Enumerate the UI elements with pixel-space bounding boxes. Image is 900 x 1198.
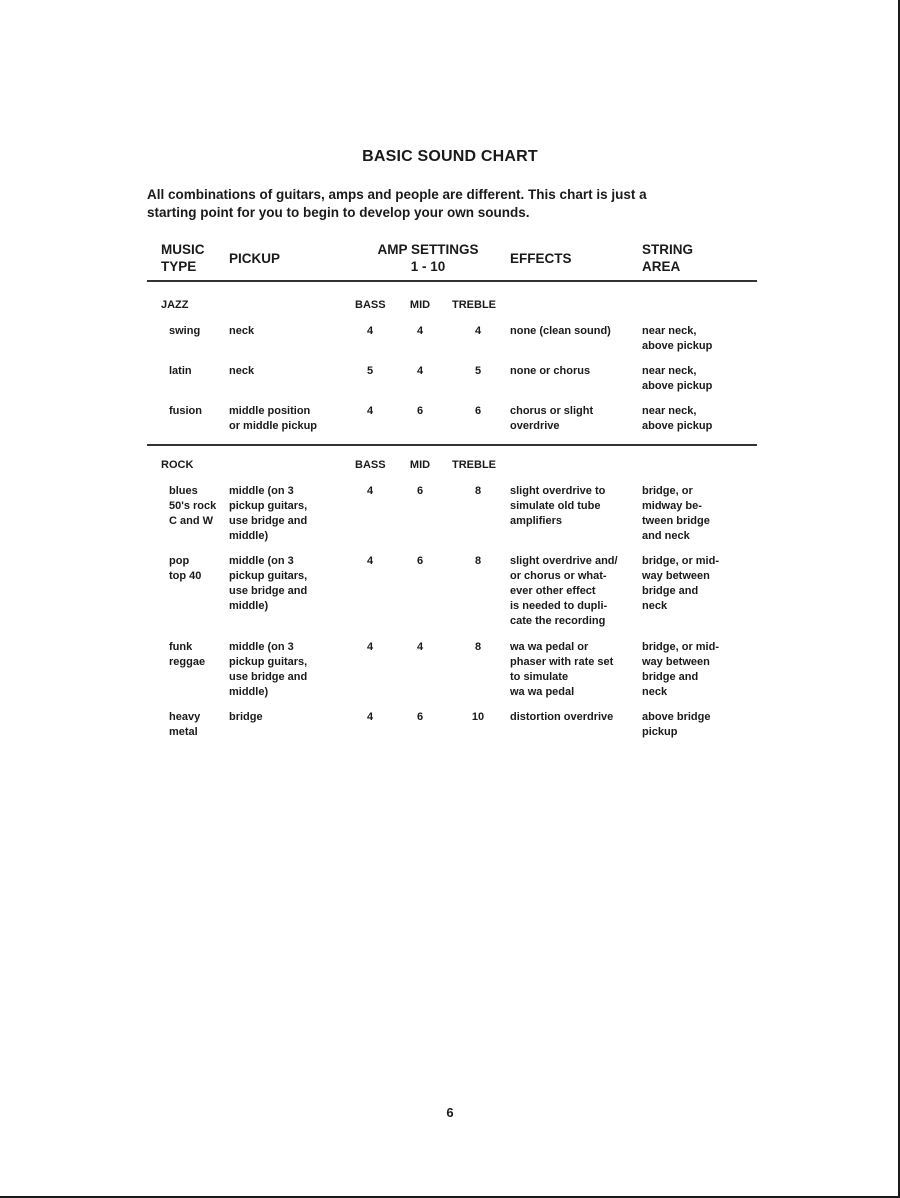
music-type-cell-line: 50's rock: [169, 500, 217, 512]
pickup-cell: [229, 364, 254, 379]
music-type-cell: [169, 404, 202, 419]
string-area-cell-line: bridge and: [642, 585, 699, 597]
pickup-cell-line: neck: [229, 325, 255, 337]
effects-cell-line: slight overdrive and/: [510, 555, 618, 567]
pickup-cell: [229, 554, 307, 614]
header-effects: EFFECTS: [510, 251, 572, 266]
pickup-cell: [229, 324, 254, 339]
effects-cell-line: or chorus or what-: [510, 570, 607, 582]
pickup-cell-line: use bridge and: [229, 585, 308, 597]
intro-line: starting point for you to begin to develop your own sounds.: [147, 205, 530, 220]
effects-cell: [510, 640, 613, 700]
subheader-bass: BASS: [355, 459, 386, 471]
pickup-cell: [229, 640, 307, 700]
music-type-cell-line: metal: [169, 726, 198, 738]
string-area-cell: [642, 554, 719, 614]
string-area-cell-line: and neck: [642, 530, 690, 542]
music-type-cell-line: funk: [169, 641, 193, 653]
string-area-cell-line: way between: [642, 570, 710, 582]
pickup-cell-line: middle (on 3: [229, 485, 294, 497]
string-area-cell-line: near neck,: [642, 325, 697, 337]
effects-cell-line: to simulate: [510, 671, 569, 683]
subheader-treble: TREBLE: [452, 299, 496, 311]
effects-cell-line: chorus or slight: [510, 405, 594, 417]
intro-line: All combinations of guitars, amps and people are different. This chart is just a: [147, 187, 647, 202]
effects-cell-line: simulate old tube: [510, 500, 601, 512]
pickup-cell-line: middle): [229, 600, 269, 612]
string-area-cell-line: neck: [642, 600, 668, 612]
string-area-cell: [642, 324, 712, 354]
treble-value: 8: [474, 485, 482, 497]
string-area-cell-line: bridge, or: [642, 485, 693, 497]
pickup-cell-line: neck: [229, 365, 255, 377]
string-area-cell-line: bridge, or mid-: [642, 555, 719, 567]
string-area-cell-line: pickup: [642, 726, 678, 738]
subheader-mid: MID: [409, 459, 431, 471]
music-type-cell: [169, 554, 201, 584]
music-type-cell-line: heavy: [169, 711, 201, 723]
mid-value: 6: [416, 555, 424, 567]
page-title: BASIC SOUND CHART: [362, 148, 538, 165]
effects-cell-line: none or chorus: [510, 365, 591, 377]
string-area-cell: [642, 364, 712, 394]
music-type-cell-line: fusion: [169, 405, 202, 417]
effects-cell-line: none (clean sound): [510, 325, 611, 337]
effects-cell-line: cate the recording: [510, 615, 606, 627]
pickup-cell-line: middle (on 3: [229, 641, 294, 653]
effects-cell: [510, 484, 605, 529]
string-area-cell-line: near neck,: [642, 405, 697, 417]
string-area-cell-line: bridge and: [642, 671, 699, 683]
pickup-cell: [229, 484, 307, 544]
mid-value: 4: [416, 325, 424, 337]
subheader-mid: MID: [409, 299, 431, 311]
bass-value: 4: [366, 555, 374, 567]
string-area-cell-line: bridge, or mid-: [642, 641, 719, 653]
effects-cell-line: overdrive: [510, 420, 560, 432]
effects-cell-line: distortion overdrive: [510, 711, 614, 723]
pickup-cell: [229, 710, 263, 725]
music-type-cell: [169, 364, 192, 379]
bass-value: 4: [366, 485, 374, 497]
header-divider: [147, 280, 757, 282]
string-area-cell-line: way between: [642, 656, 710, 668]
music-type-cell-line: top 40: [169, 570, 202, 582]
string-area-cell-line: tween bridge: [642, 515, 710, 527]
music-type-cell: [169, 484, 216, 529]
effects-cell-line: wa wa pedal or: [510, 641, 589, 653]
effects-cell: [510, 404, 593, 434]
string-area-cell-line: above bridge: [642, 711, 711, 723]
header-music-type: MUSIC TYPE: [161, 242, 205, 274]
section-divider: [147, 444, 757, 446]
pickup-cell-line: middle (on 3: [229, 555, 294, 567]
string-area-cell-line: neck: [642, 686, 668, 698]
mid-value: 4: [416, 641, 424, 653]
mid-value: 4: [416, 365, 424, 377]
bass-value: 4: [366, 325, 374, 337]
treble-value: 10: [471, 711, 485, 723]
intro-paragraph: [147, 186, 747, 222]
effects-cell: [510, 710, 613, 725]
effects-cell-line: slight overdrive to: [510, 485, 606, 497]
music-type-cell-line: C and W: [169, 515, 213, 527]
header-amp-settings: AMP SETTINGS 1 - 10: [377, 242, 479, 274]
string-area-cell-line: above pickup: [642, 340, 713, 352]
subheader-treble: TREBLE: [452, 459, 496, 471]
music-type-cell: [169, 710, 200, 740]
effects-cell-line: amplifiers: [510, 515, 562, 527]
pickup-cell-line: bridge: [229, 711, 263, 723]
pickup-cell-line: or middle pickup: [229, 420, 318, 432]
string-area-cell: [642, 404, 712, 434]
section-label: ROCK: [161, 459, 194, 471]
mid-value: 6: [416, 405, 424, 417]
pickup-cell-line: pickup guitars,: [229, 500, 308, 512]
string-area-cell-line: midway be-: [642, 500, 702, 512]
pickup-cell-line: middle position: [229, 405, 311, 417]
effects-cell-line: ever other effect: [510, 585, 596, 597]
treble-value: 5: [474, 365, 482, 377]
treble-value: 8: [474, 641, 482, 653]
mid-value: 6: [416, 485, 424, 497]
bass-value: 4: [366, 711, 374, 723]
music-type-cell: [169, 324, 200, 339]
effects-cell-line: phaser with rate set: [510, 656, 614, 668]
page-number: 6: [446, 1105, 454, 1120]
pickup-cell-line: middle): [229, 686, 269, 698]
bass-value: 4: [366, 641, 374, 653]
pickup-cell-line: pickup guitars,: [229, 656, 308, 668]
pickup-cell-line: pickup guitars,: [229, 570, 308, 582]
string-area-cell: [642, 640, 719, 700]
header-pickup: PICKUP: [229, 251, 281, 266]
string-area-cell: [642, 710, 710, 740]
string-area-cell-line: above pickup: [642, 420, 713, 432]
treble-value: 4: [474, 325, 482, 337]
bass-value: 4: [366, 405, 374, 417]
music-type-cell-line: swing: [169, 325, 201, 337]
music-type-cell-line: reggae: [169, 656, 206, 668]
string-area-cell: [642, 484, 710, 544]
section-label: JAZZ: [161, 299, 189, 311]
treble-value: 8: [474, 555, 482, 567]
effects-cell-line: is needed to dupli-: [510, 600, 608, 612]
music-type-cell-line: latin: [169, 365, 192, 377]
effects-cell: [510, 324, 611, 339]
mid-value: 6: [416, 711, 424, 723]
treble-value: 6: [474, 405, 482, 417]
bass-value: 5: [366, 365, 374, 377]
effects-cell: [510, 364, 590, 379]
music-type-cell: [169, 640, 205, 670]
effects-cell-line: wa wa pedal: [510, 686, 575, 698]
string-area-cell-line: above pickup: [642, 380, 713, 392]
pickup-cell-line: use bridge and: [229, 515, 308, 527]
music-type-cell-line: pop: [169, 555, 190, 567]
header-string-area: STRING AREA: [642, 242, 694, 274]
subheader-bass: BASS: [355, 299, 386, 311]
music-type-cell-line: blues: [169, 485, 198, 497]
pickup-cell-line: middle): [229, 530, 269, 542]
string-area-cell-line: near neck,: [642, 365, 697, 377]
pickup-cell: [229, 404, 317, 434]
pickup-cell-line: use bridge and: [229, 671, 308, 683]
effects-cell: [510, 554, 618, 629]
